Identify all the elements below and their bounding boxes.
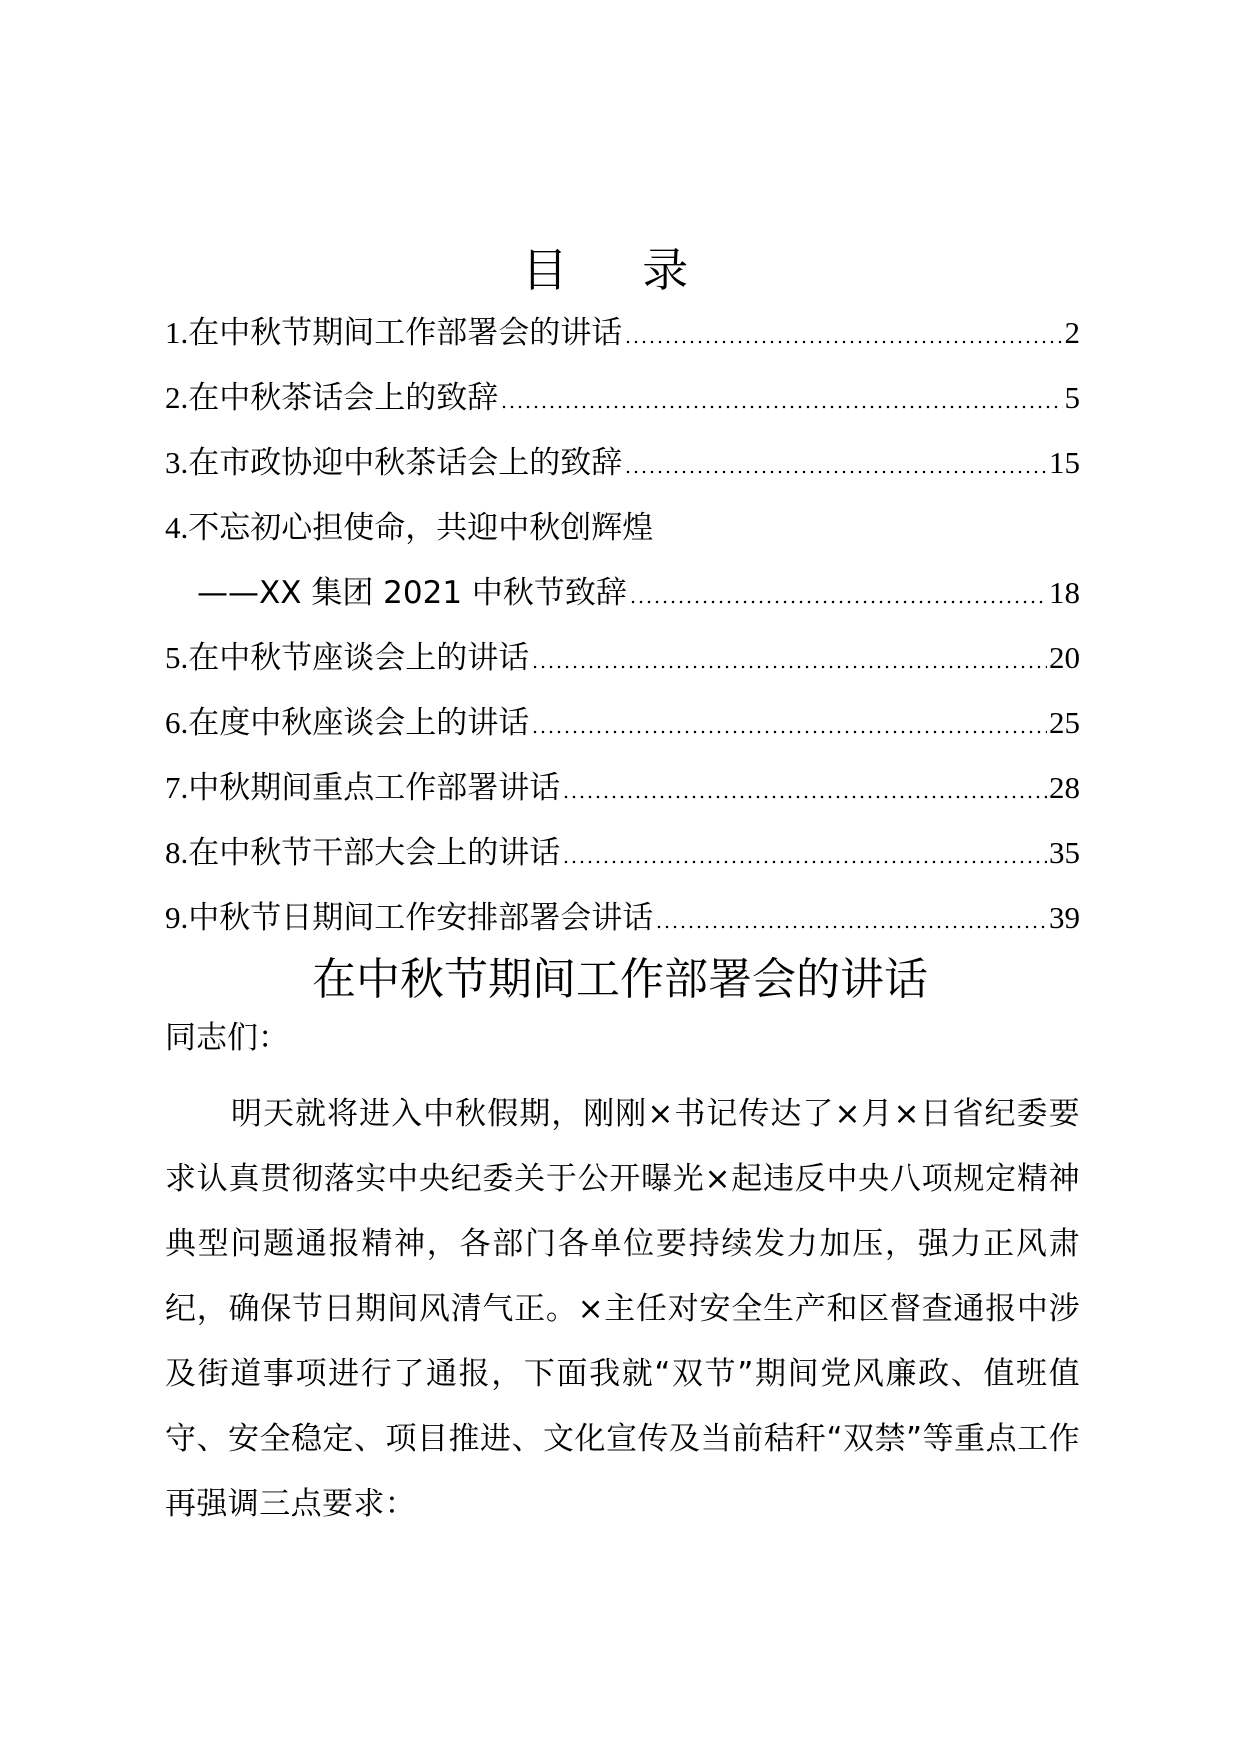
toc-entry-page: 25: [1049, 704, 1080, 740]
toc-entry-4-subtitle[interactable]: [165, 560, 1080, 625]
toc-entry-number: 1.: [165, 314, 189, 350]
toc-leader-dots: [624, 470, 1047, 474]
toc-entry-9[interactable]: [165, 885, 1080, 950]
toc-leader-dots: [629, 600, 1047, 604]
toc-entry-number: 4.: [165, 509, 189, 545]
toc-entry-number: 9.: [165, 899, 189, 935]
toc-entry-text: 中秋期间重点工作部署讲话: [188, 769, 561, 806]
toc-entry-4[interactable]: [165, 495, 1080, 560]
toc-entry-text: 中秋节日期间工作安排部署会讲话: [188, 899, 654, 936]
toc-title: 目 录: [521, 243, 719, 297]
toc-leader-dots: [624, 340, 1062, 344]
toc-entry-page: 2: [1064, 314, 1080, 350]
toc-entry-text: 在中秋节干部大会上的讲话: [188, 834, 561, 871]
toc-entry-text: 在度中秋座谈会上的讲话: [188, 704, 530, 741]
toc-entry-number: 8.: [165, 834, 189, 870]
toc-entry-page: 28: [1049, 769, 1080, 805]
toc-entry-number: 6.: [165, 704, 189, 740]
toc-entry-page: 39: [1049, 899, 1080, 935]
toc-entry-8[interactable]: [165, 820, 1080, 885]
salutation: 同志们：: [165, 1020, 289, 1056]
body-paragraph: 明天就将进入中秋假期，刚刚×书记传达了×月×日省纪委要求认真贯彻落实中央纪委关于公开曝光×起违反中央八项规定精神典型问题通报精神，各部门各单位要持续发力加压，强力正风肃纪，确保节日期间风清气正。×主任对安全生产和区督查通报中涉及街道事项进行了通报，下面我就“双节”期间党风廉政、值班值守、安全稳定、项目推进、文化宣传及当前秸秆“双禁”等重点工作再强调三点要求：: [165, 1096, 1080, 1522]
toc-entry-5[interactable]: [165, 625, 1080, 690]
toc-entry-page: 18: [1049, 574, 1080, 610]
toc-entry-text: 在市政协迎中秋茶话会上的致辞: [188, 444, 623, 481]
toc-entry-page: 15: [1049, 444, 1080, 480]
toc-entry-page: 35: [1049, 834, 1080, 870]
toc-entry-number: 5.: [165, 639, 189, 675]
toc-entry-text: 在中秋茶话会上的致辞: [188, 379, 499, 416]
toc-entry-text: 不忘初心担使命，共迎中秋创辉煌: [188, 509, 654, 546]
toc-leader-dots: [655, 925, 1047, 929]
toc-entry-3[interactable]: [165, 430, 1080, 495]
table-of-contents: [165, 300, 1080, 950]
toc-leader-dots: [531, 730, 1047, 734]
toc-leader-dots: [562, 860, 1047, 864]
toc-entry-number: 7.: [165, 769, 189, 805]
toc-entry-page: 5: [1064, 379, 1080, 415]
toc-entry-1[interactable]: [165, 300, 1080, 365]
toc-entry-text: ——XX 集团 2021 中秋节致辞: [197, 574, 627, 611]
toc-entry-number: 3.: [165, 444, 189, 480]
toc-entry-page: 20: [1049, 639, 1080, 675]
document-title: 在中秋节期间工作部署会的讲话: [312, 954, 928, 1005]
toc-entry-text: 在中秋节期间工作部署会的讲话: [188, 314, 623, 351]
toc-entry-number: 2.: [165, 379, 189, 415]
toc-leader-dots: [500, 405, 1062, 409]
toc-entry-7[interactable]: [165, 755, 1080, 820]
toc-entry-6[interactable]: [165, 690, 1080, 755]
toc-leader-dots: [562, 795, 1047, 799]
toc-entry-2[interactable]: [165, 365, 1080, 430]
toc-leader-dots: [531, 665, 1047, 669]
toc-entry-text: 在中秋节座谈会上的讲话: [188, 639, 530, 676]
